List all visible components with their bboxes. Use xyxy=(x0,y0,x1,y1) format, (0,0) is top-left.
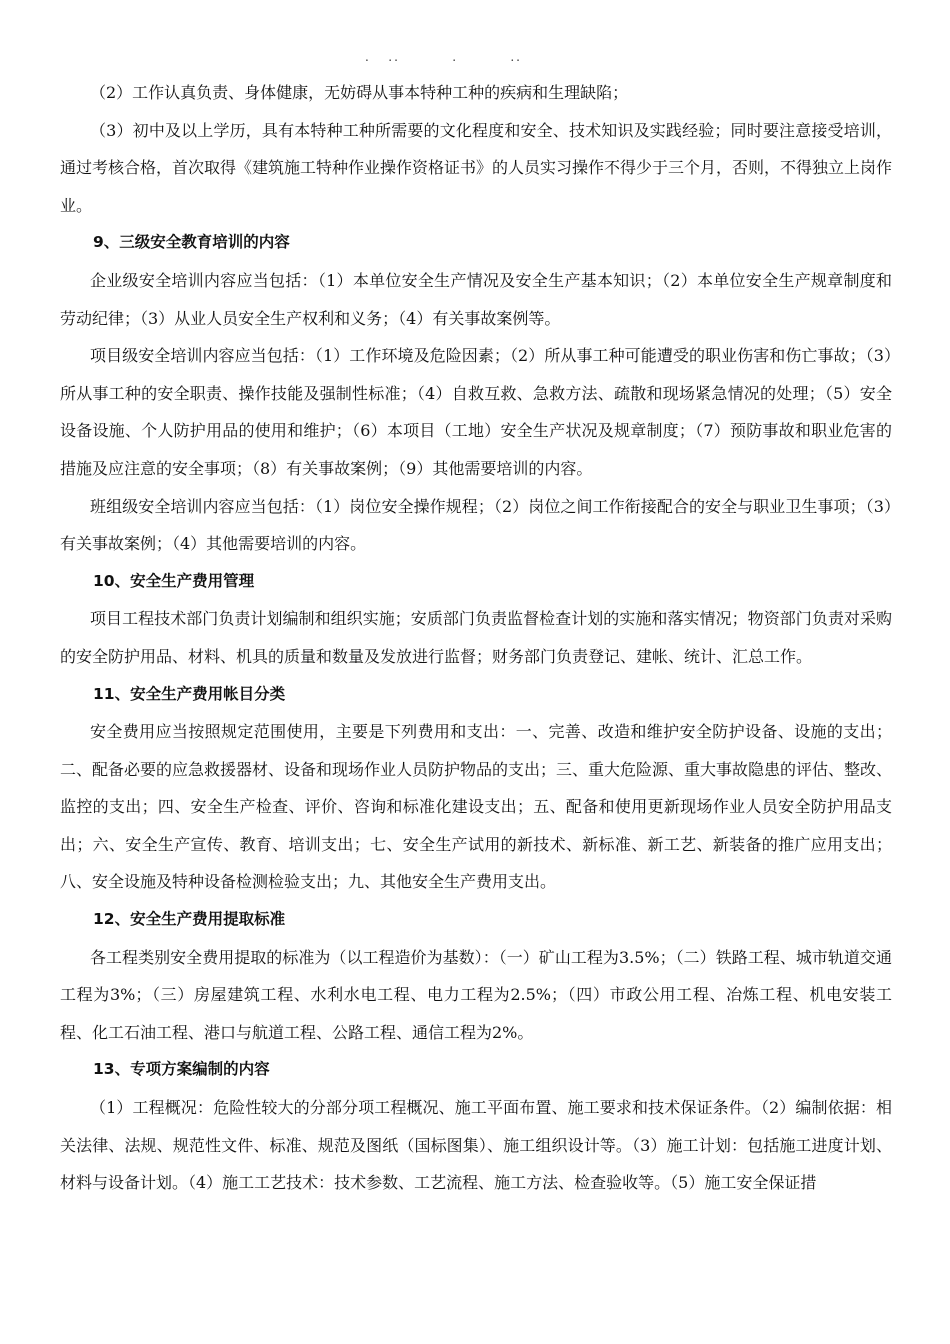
section-heading-11: 11、安全生产费用帐目分类 xyxy=(93,684,286,703)
paragraph-requirement-2: （2）工作认真负责、身体健康，无妨碍从事本特种工种的疾病和生理缺陷； xyxy=(90,83,629,102)
paragraph-cost-management: 项目工程技术部门负责计划编制和组织实施；安质部门负责监督检查计划的实施和落实情况；物资部门负责对采购的安全防护用品、材料、机具的质量和数量及发放进行监督；财务部门负责登记、建帐、统计、汇总工作。 xyxy=(60,609,892,666)
paragraph-project-training: 项目级安全培训内容应当包括：（1）工作环境及危险因素；（2）所从事工种可能遭受的职业伤害和伤亡事故；（3）所从事工种的安全职责、操作技能及强制性标准；（4）自救互救、急救方法、疏散和现场紧急情况的处理；（5）安全设备设施、个人防护用品的使用和维护；（6）本项目（工地）安全生产状况及规章制度；（7）预防事故和职业危害的措施及应注意的安全事项；（8）有关事故案例；（9）其他需要培训的内容。 xyxy=(60,346,892,478)
section-heading-13: 13、专项方案编制的内容 xyxy=(93,1060,270,1079)
paragraph-special-plan: （1）工程概况：危险性较大的分部分项工程概况、施工平面布置、施工要求和技术保证条件。（2）编制依据：相关法律、法规、规范性文件、标准、规范及图纸（国标图集）、施工组织设计等。（3）施工计划：包括施工进度计划、材料与设备计划。（4）施工工艺技术：技术参数、工艺流程、施工方法、检查验收等。（5）施工安全保证措 xyxy=(60,1098,892,1193)
section-heading-12: 12、安全生产费用提取标准 xyxy=(93,910,286,929)
paragraph-company-training: 企业级安全培训内容应当包括：（1）本单位安全生产情况及安全生产基本知识；（2）本单位安全生产规章制度和劳动纪律；（3）从业人员安全生产权利和义务；（4）有关事故案例等。 xyxy=(60,270,892,328)
paragraph-team-training: 班组级安全培训内容应当包括：（1）岗位安全操作规程；（2）岗位之间工作衔接配合的安全与职业卫生事项；（3）有关事故案例；（4）其他需要培训的内容。 xyxy=(60,496,892,554)
section-heading-10: 10、安全生产费用管理 xyxy=(93,571,255,590)
section-heading-9: 9、三级安全教育培训的内容 xyxy=(93,233,290,252)
paragraph-cost-standards: 各工程类别安全费用提取的标准为（以工程造价为基数）：（一）矿山工程为3.5%；（二）铁路工程、城市轨道交通工程为3%；（三）房屋建筑工程、水利水电工程、电力工程为2.5%；（四）市政公用工程、冶炼工程、机电安装工程、化工石油工程、港口与航道工程、公路工程、通信工程为2%。 xyxy=(60,947,892,1042)
paragraph-cost-categories: 安全费用应当按照规定范围使用，主要是下列费用和支出：一、完善、改造和维护安全防护设备、设施的支出；二、配备必要的应急救援器材、设备和现场作业人员防护物品的支出；三、重大危险源、重大事故隐患的评估、整改、监控的支出；四、安全生产检查、评价、咨询和标准化建设支出；五、配备和使用更新现场作业人员安全防护用品支出；六、安全生产宣传、教育、培训支出；七、安全生产试用的新技术、新标准、新工艺、新装备的推广应用支出；八、安全设施及特种设备检测检验支出；九、其他安全生产费用支出。 xyxy=(60,722,893,892)
document-body xyxy=(60,74,892,1202)
paragraph-requirement-3: （3）初中及以上学历，具有本特种工种所需要的文化程度和安全、技术知识及实践经验；同时要注意接受培训，通过考核合格，首次取得《建筑施工特种作业操作资格证书》的人员实习操作不得少于三个月，否则，不得独立上岗作业。 xyxy=(60,120,893,215)
header-marks: . .. . .. xyxy=(365,50,522,64)
